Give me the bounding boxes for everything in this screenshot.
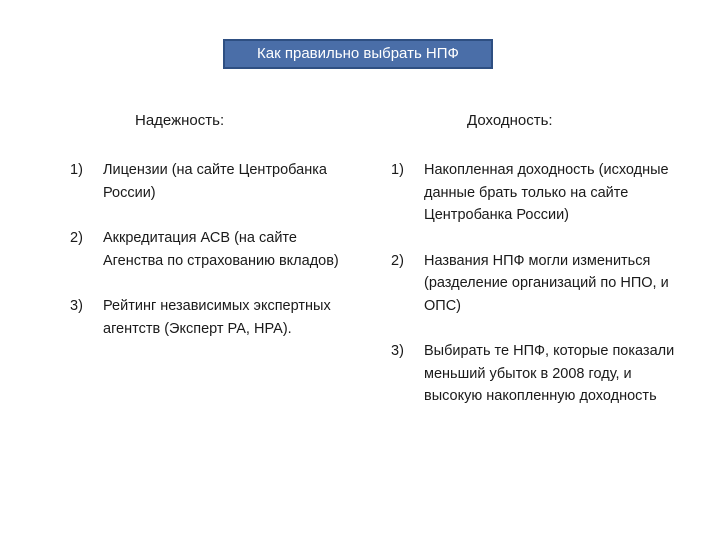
reliability-list [70,159,350,340]
list-item-number: 3) [391,343,404,359]
profitability-heading: Доходность: [467,112,553,129]
list-item-text: Выбирать те НПФ, которые показали меньший убыток в 2008 году, и высокую накопленную доходность [424,343,675,404]
list-item [70,295,350,340]
list-item-number: 3) [70,298,83,314]
list-item [70,227,350,272]
list-item-number: 2) [70,230,83,246]
list-item-text: Названия НПФ могли измениться (разделение организаций по НПО, и ОПС) [424,252,669,314]
list-item-number: 1) [70,162,83,178]
list-item-text: Лицензии (на сайте Центробанка России) [103,162,327,201]
list-item [391,159,681,227]
list-item [70,159,350,204]
reliability-heading: Надежность: [135,112,225,129]
profitability-list [391,159,681,408]
list-item-text: Рейтинг независимых экспертных агентств (Эксперт РА, НРА). [103,298,331,337]
list-item [391,340,681,408]
list-item-text: Аккредитация АСВ (на сайте Агенства по страхованию вкладов) [103,230,339,269]
page-title: Как правильно выбрать НПФ [223,39,493,69]
list-item-number: 1) [391,162,404,178]
list-item [391,250,681,318]
list-item-number: 2) [391,252,404,269]
list-item-text: Накопленная доходность (исходные данные брать только на сайте Центробанка России) [424,162,669,223]
